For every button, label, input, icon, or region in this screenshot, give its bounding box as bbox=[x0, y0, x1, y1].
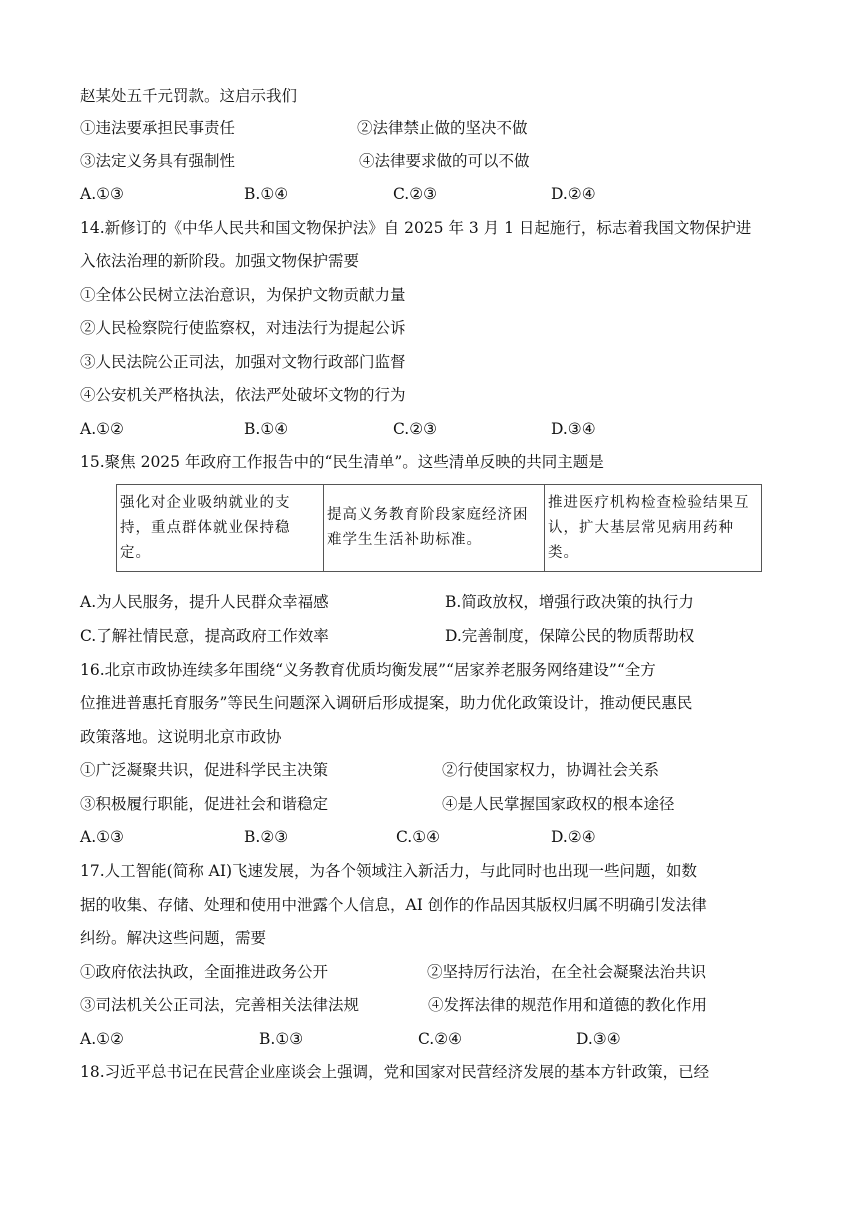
q15-stem: 15.聚焦 2025 年政府工作报告中的“民生清单”。这些清单反映的共同主题是 bbox=[80, 453, 604, 471]
q13-statement-3: ③法定义务具有强制性 bbox=[80, 152, 236, 170]
q16-statement-2: ②行使国家权力，协调社会关系 bbox=[442, 761, 660, 779]
q16-option-c[interactable]: C.①④ bbox=[396, 828, 441, 846]
q13-option-d[interactable]: D.②④ bbox=[551, 185, 596, 203]
q14-option-b[interactable]: B.①④ bbox=[244, 420, 289, 438]
q16-stem-line-1: 16.北京市政协连续多年围绕“义务教育优质均衡发展”“居家养老服务网络建设”“全方 bbox=[80, 661, 656, 679]
q17-statement-2: ②坚持厉行法治，在全社会凝聚法治共识 bbox=[427, 963, 707, 981]
q15-option-c[interactable]: C.了解社情民意，提高政府工作效率 bbox=[80, 627, 329, 645]
q17-stem-line-3: 纠纷。解决这些问题，需要 bbox=[80, 929, 267, 947]
q13-statement-1: ①违法要承担民事责任 bbox=[80, 119, 236, 137]
q14-stem-line-2: 入依法治理的新阶段。加强文物保护需要 bbox=[80, 252, 360, 270]
table-cell-medical: 推进医疗机构检查检验结果互认，扩大基层常见病用药种类。 bbox=[545, 485, 762, 572]
q17-stem-line-1: 17.人工智能(简称 AI)飞速发展，为各个领域注入新活力，与此同时也出现一些问题，如数 bbox=[80, 862, 697, 880]
q13-option-b[interactable]: B.①④ bbox=[244, 185, 289, 203]
table-row bbox=[117, 485, 762, 572]
q17-option-c[interactable]: C.②④ bbox=[418, 1030, 463, 1048]
q14-statement-2: ②人民检察院行使监察权，对违法行为提起公诉 bbox=[80, 319, 406, 337]
q16-stem-line-3: 政策落地。这说明北京市政协 bbox=[80, 728, 282, 746]
q16-statement-4: ④是人民掌握国家政权的根本途径 bbox=[442, 795, 675, 813]
q17-statement-3: ③司法机关公正司法，完善相关法律法规 bbox=[80, 996, 360, 1014]
q17-option-d[interactable]: D.③④ bbox=[576, 1030, 621, 1048]
q16-statement-3: ③积极履行职能，促进社会和谐稳定 bbox=[80, 795, 329, 813]
q17-option-b[interactable]: B.①③ bbox=[259, 1030, 304, 1048]
table-cell-education: 提高义务教育阶段家庭经济困难学生生活补助标准。 bbox=[324, 485, 545, 572]
q13-statement-4: ④法律要求做的可以不做 bbox=[359, 152, 530, 170]
q16-stem-line-2: 位推进普惠托育服务”等民生问题深入调研后形成提案，助力优化政策设计，推动便民惠民 bbox=[80, 694, 693, 712]
q16-option-a[interactable]: A.①③ bbox=[80, 828, 124, 846]
table-cell-employment: 强化对企业吸纳就业的支持，重点群体就业保持稳定。 bbox=[117, 485, 324, 572]
q13-option-c[interactable]: C.②③ bbox=[393, 185, 438, 203]
q13-statement-2: ②法律禁止做的坚决不做 bbox=[357, 119, 528, 137]
q14-statement-1: ①全体公民树立法治意识，为保护文物贡献力量 bbox=[80, 286, 406, 304]
q14-stem-line-1: 14.新修订的《中华人民共和国文物保护法》自 2025 年 3 月 1 日起施行，标志着我国文物保护进 bbox=[80, 219, 752, 237]
q16-statement-1: ①广泛凝聚共识，促进科学民主决策 bbox=[80, 761, 329, 779]
q13-stem-continued: 赵某处五千元罚款。这启示我们 bbox=[80, 87, 298, 105]
q15-option-a[interactable]: A.为人民服务，提升人民群众幸福感 bbox=[80, 593, 329, 611]
q14-statement-3: ③人民法院公正司法，加强对文物行政部门监督 bbox=[80, 353, 406, 371]
q15-livelihood-table bbox=[116, 484, 762, 572]
q13-option-a[interactable]: A.①③ bbox=[80, 185, 124, 203]
q14-option-a[interactable]: A.①② bbox=[80, 420, 124, 438]
q16-option-d[interactable]: D.②④ bbox=[551, 828, 596, 846]
q15-option-b[interactable]: B.简政放权，增强行政决策的执行力 bbox=[445, 593, 694, 611]
q14-statement-4: ④公安机关严格执法，依法严处破坏文物的行为 bbox=[80, 386, 406, 404]
q17-stem-line-2: 据的收集、存储、处理和使用中泄露个人信息，AI 创作的作品因其版权归属不明确引发法律 bbox=[80, 896, 707, 914]
q18-stem-line-1: 18.习近平总书记在民营企业座谈会上强调，党和国家对民营经济发展的基本方针政策，已经 bbox=[80, 1063, 710, 1081]
q14-option-d[interactable]: D.③④ bbox=[551, 420, 596, 438]
q17-statement-1: ①政府依法执政，全面推进政务公开 bbox=[80, 963, 329, 981]
q17-statement-4: ④发挥法律的规范作用和道德的教化作用 bbox=[428, 996, 708, 1014]
q15-option-d[interactable]: D.完善制度，保障公民的物质帮助权 bbox=[445, 627, 695, 645]
q16-option-b[interactable]: B.②③ bbox=[244, 828, 289, 846]
q17-option-a[interactable]: A.①② bbox=[80, 1030, 124, 1048]
q14-option-c[interactable]: C.②③ bbox=[393, 420, 438, 438]
